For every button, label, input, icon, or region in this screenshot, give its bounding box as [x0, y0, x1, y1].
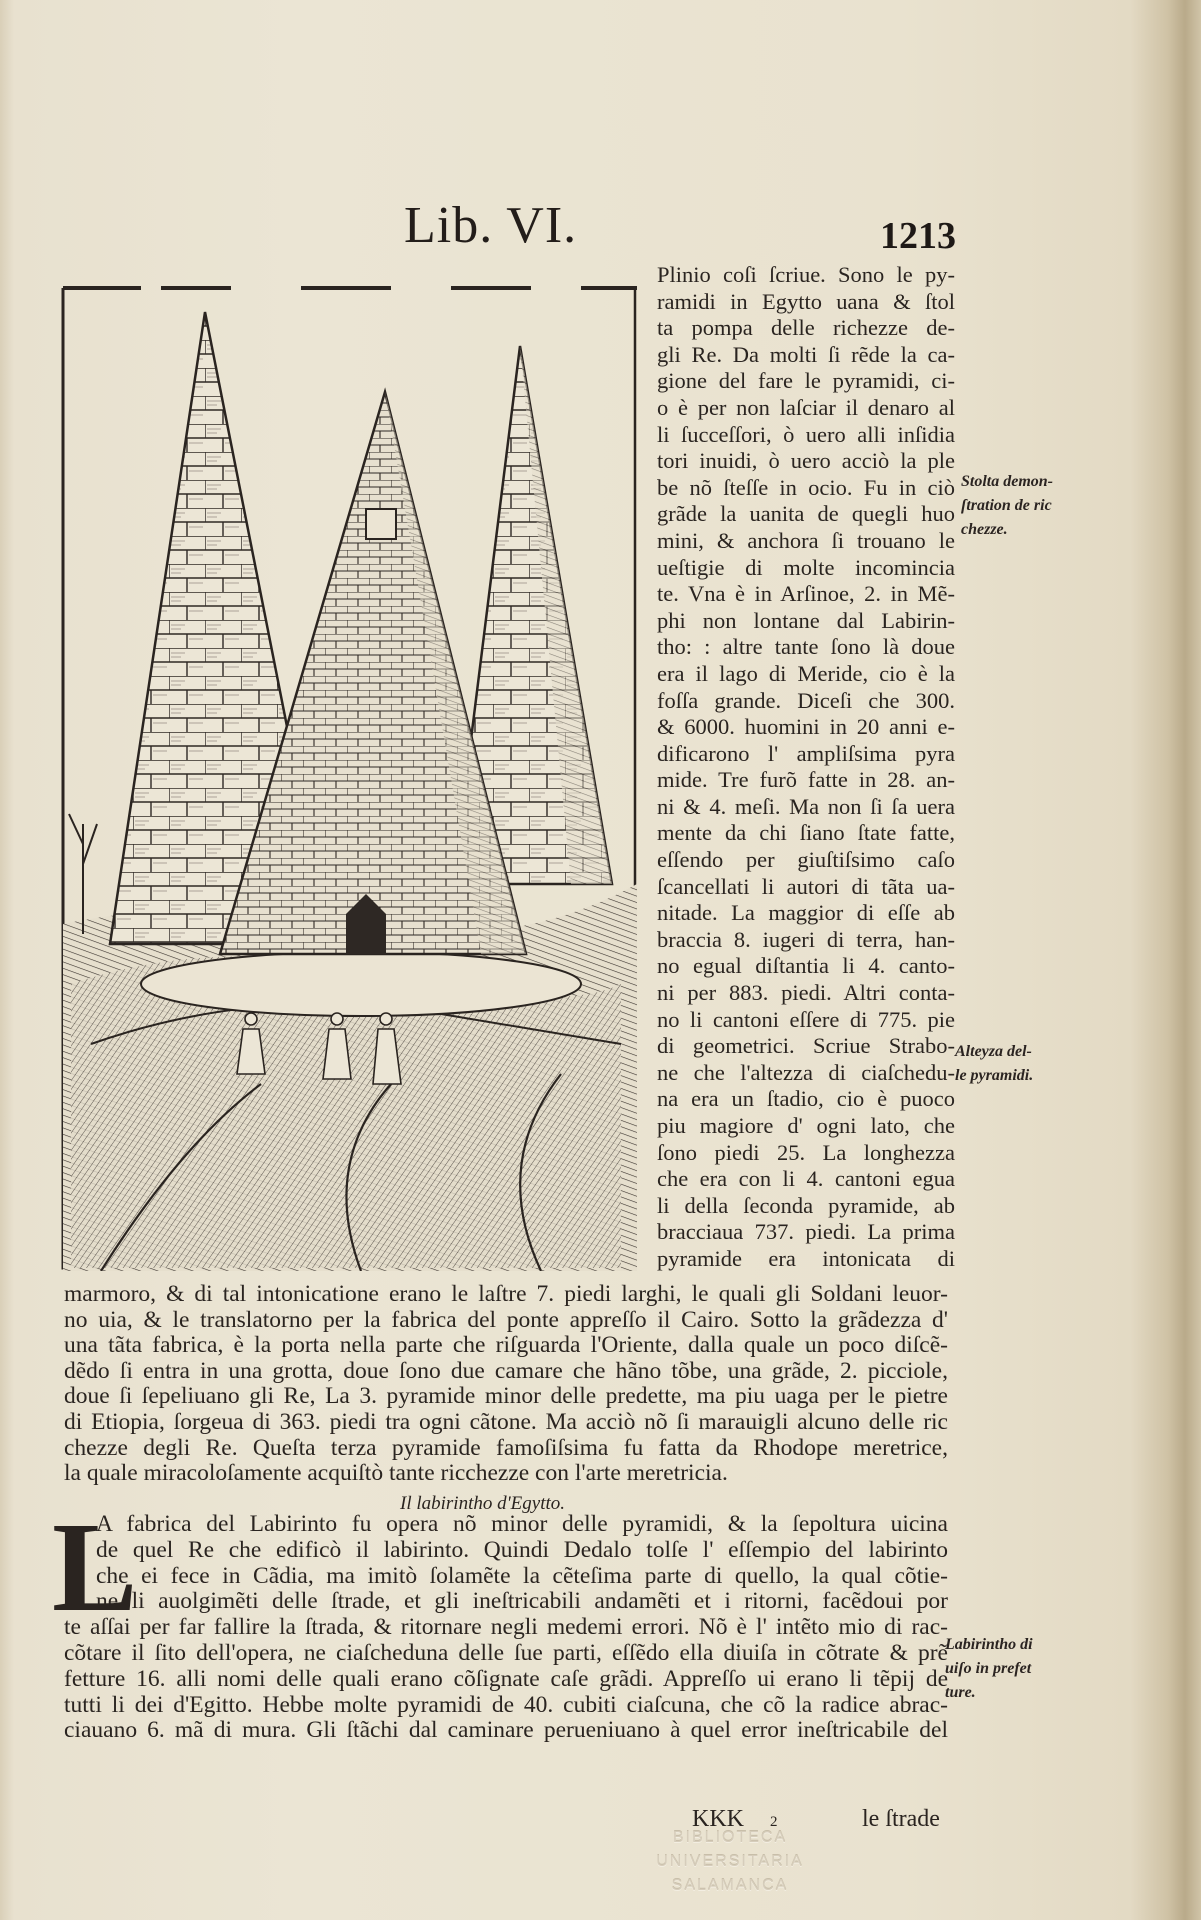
margin-note-line: chezze.	[961, 521, 1008, 538]
text-line: tutti li dei d'Egitto. Hebbe molte pyramidi de 40. cubiti ciaſcuna, che cõ la radice abrac-	[64, 1691, 948, 1718]
text-line: A fabrica del Labirinto fu opera nõ minor delle pyramidi, & la ſepoltura uicina	[96, 1511, 948, 1537]
text-line: te. Vna è in Arſinoe, 2. in Mẽ-	[657, 581, 955, 607]
stamp-line: UNIVERSITARIA	[656, 1853, 804, 1870]
stamp-line: SALAMANCA	[671, 1877, 789, 1894]
running-title: Lib. VI.	[404, 197, 578, 254]
text-line: grãde la uanita de quegli huo	[657, 501, 955, 527]
text-line: mide. Tre furõ fatte in 28. an-	[657, 767, 955, 793]
margin-note-labirintho	[945, 1633, 1033, 1705]
stamp-line: BIBLIOTECA	[672, 1829, 788, 1846]
text-line: di geometrici. Scriue Strabo-	[657, 1033, 955, 1059]
signature-number: 2	[770, 1814, 778, 1830]
text-line: braccia 8. iugeri di terra, han-	[657, 926, 955, 952]
margin-note-alteyza	[955, 1040, 1033, 1088]
signature-mark: KKK	[692, 1806, 744, 1832]
text-line: dẽdo ſi entra in una grotta, doue ſono due camare che hãno tõbe, una grãde, 2. picciole,	[64, 1357, 948, 1384]
margin-note-line: Alteyza del-	[955, 1043, 1032, 1060]
text-line: te aſſai per far fallire la ſtrada, & ritornare negli medemi errori. Nõ è l' intẽto mio di rac-	[64, 1614, 948, 1641]
text-line: ni & 4. meſi. Ma non ſi ſa uera	[657, 793, 955, 819]
text-line: era il lago di Meride, cio è la	[657, 660, 955, 686]
text-line: di Etiopia, ſorgeua di 363. piedi tra ogni cãtone. Ma acciò nõ ſi marauigli alcuno delle ric	[64, 1408, 948, 1435]
text-line: ne li auolgimẽti delle ſtrade, et gli ineſtricabili andamẽti et i ritorni, facẽdoui por	[96, 1588, 948, 1615]
text-line: na era un ſtadio, cio è puoco	[657, 1086, 955, 1112]
margin-note-line: ture.	[945, 1684, 976, 1701]
text-line: foſſa grande. Diceſi che 300.	[657, 687, 955, 713]
text-line: marmoro, & di tal intonicatione erano le laſtre 7. piedi larghi, le quali gli Soldani leuor-	[64, 1281, 948, 1307]
text-line: piu magiore d' ogni lato, che	[657, 1113, 955, 1138]
text-line: chezze degli Re. Queſta terza pyramide famoſiſsima fu fatta da Rhodope meretrice,	[64, 1434, 948, 1461]
right-column-text	[657, 262, 955, 1273]
drop-cap: L	[52, 1496, 138, 1638]
text-line: li della ſeconda pyramide, ab	[657, 1192, 955, 1218]
text-line: ni per 883. piedi. Altri conta-	[657, 980, 955, 1006]
text-line: li ſucceſſori, ò uero alli inſidia	[657, 421, 955, 447]
text-line: pyramide era intonicata di	[657, 1245, 955, 1271]
catchword: le ſtrade	[862, 1806, 940, 1832]
text-line: una tãta fabrica, è la porta nella parte che riſguarda l'Oriente, dalla quale un poco diſcẽ-	[64, 1332, 948, 1359]
text-line: fetture 16. alli nomi delle quali erano cõſignate caſe grãdi. Appreſſo ui erano li tẽpij de	[64, 1665, 948, 1692]
text-line: che era con li 4. cantoni egua	[657, 1166, 955, 1192]
margin-note-line: Stolta demon-	[961, 473, 1054, 490]
woodcut-svg	[61, 284, 637, 1271]
margin-note-line: ſtration de ric	[961, 497, 1052, 514]
text-line: la quale miracoloſamente acquiſtò tante ricchezze con l'arte meretricia.	[64, 1460, 728, 1487]
text-line: de quel Re che edificò il labirinto. Quindi Dedalo tolſe l' eſſempio del labirinto	[96, 1536, 948, 1563]
text-line: no uia, & le translatorno per la fabrica del ponte appreſſo il Cairo. Sotto la grãdezza d'	[64, 1306, 948, 1333]
page-number: 1213	[880, 215, 956, 257]
text-line: ramidi in Egytto uana & ſtol	[657, 288, 955, 314]
text-line: dificarono l' ampliſsima pyra	[657, 740, 955, 766]
text-line: eſſendo per giuſtiſsimo caſo	[657, 847, 955, 873]
section-heading: Il labirintho d'Egytto.	[400, 1493, 566, 1514]
text-line: nitade. La maggior di eſſe ab	[657, 900, 955, 926]
text-line: ne che l'altezza di ciaſchedu-	[657, 1059, 955, 1085]
text-line: mini, & anchora ſi trouano le	[657, 527, 955, 553]
text-line: tori inuidi, ò uero acciò la ple	[657, 448, 955, 474]
text-line: cõtare il ſito dell'opera, ne ciaſcheduna delle ſue parti, eſſẽdo ella diuiſa in cõtrate & prẽ	[64, 1639, 948, 1666]
text-line: mente da chi ſiano ſtate fatte,	[657, 820, 955, 846]
text-line: o è per non laſciar il denaro al	[657, 394, 955, 420]
pyramids-woodcut-illustration	[61, 284, 637, 1271]
text-line: ueſtigie di molte incomincia	[657, 554, 955, 580]
labyrinth-paragraph	[64, 1512, 948, 1744]
text-line: gli Re. Da molti ſi rẽde la ca-	[657, 341, 955, 367]
text-line: bracciaua 737. piedi. La prima	[657, 1219, 955, 1245]
text-line: ciauano 6. mã di mura. Gli ſtãchi dal caminare perueniuano à quel error ineſtricabile del	[64, 1717, 948, 1744]
full-width-text	[64, 1282, 948, 1487]
margin-note-stolta	[961, 470, 1053, 542]
text-line: & 6000. huomini in 20 anni e-	[657, 714, 955, 740]
text-line: ſcancellati li autori di tãta ua-	[657, 873, 955, 899]
text-line: no li cantoni eſſere di 775. pie	[657, 1006, 955, 1032]
text-line: doue ſi ſepeliuano gli Re, La 3. pyramide minor delle predette, ma piu uaga per le pietre	[64, 1383, 948, 1410]
text-line: no egual diſtantia li 4. canto-	[657, 953, 955, 979]
text-line: phi non lontane dal Labirin-	[657, 607, 955, 633]
text-line: be nõ ſteſſe in ocio. Fu in ciò	[657, 474, 955, 500]
text-line: Plinio coſi ſcriue. Sono le py-	[657, 262, 955, 287]
library-stamp	[640, 1826, 820, 1898]
margin-note-line: Labirintho di	[945, 1636, 1033, 1653]
text-line: ſono piedi 25. La longhezza	[657, 1139, 955, 1165]
margin-note-line: uiſo in prefet	[945, 1660, 1032, 1677]
text-line: gione del fare le pyramidi, ci-	[657, 368, 955, 394]
text-line: tho: : altre tante ſono là doue	[657, 634, 955, 660]
text-line: che ei fece in Cãdia, ma imitò ſolamẽte la cẽteſima parte di quello, la qual cõtie-	[96, 1562, 948, 1589]
text-line: ta pompa delle richezze de-	[657, 315, 955, 341]
margin-note-line: le pyramidi.	[955, 1067, 1034, 1084]
